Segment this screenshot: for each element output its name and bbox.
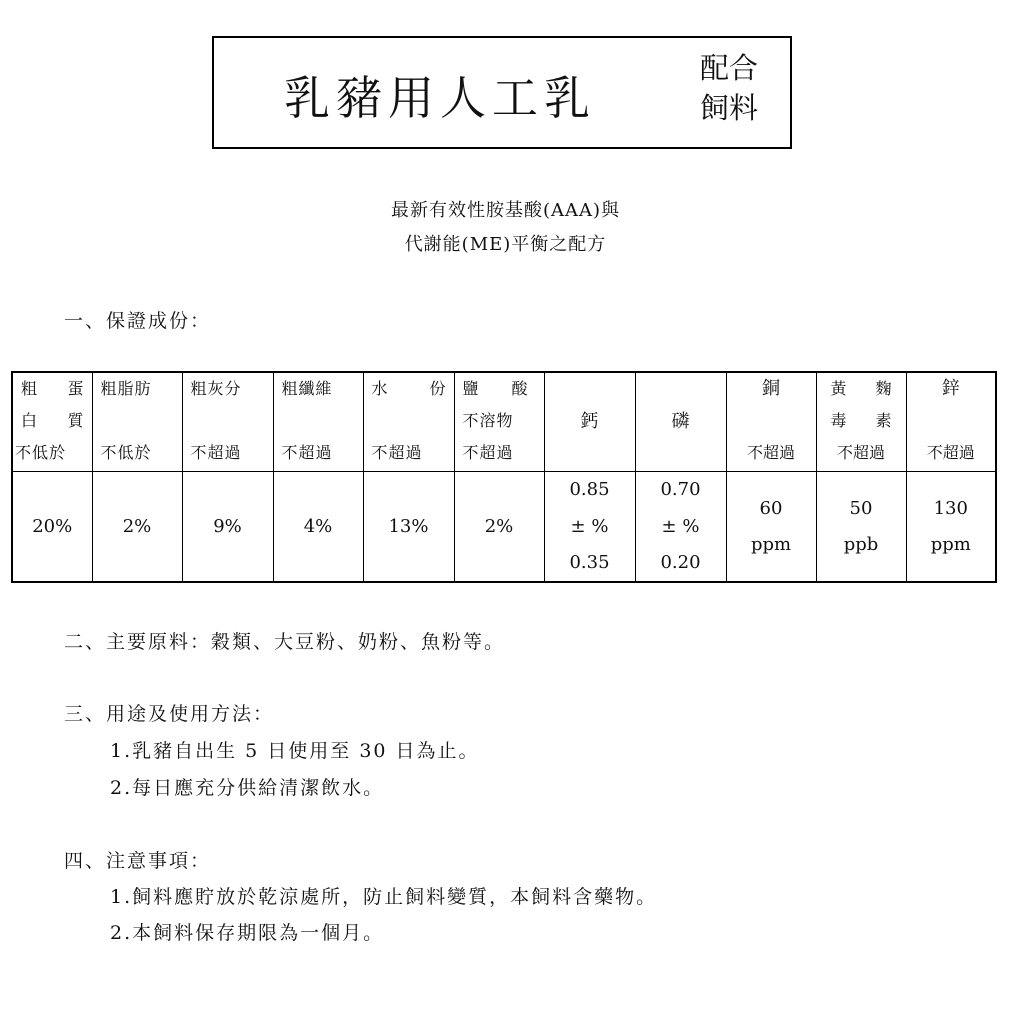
header-copper: 銅 不超過 <box>726 372 816 472</box>
value-crude-fiber: 4% <box>273 472 363 583</box>
subtitle-line1: 最新有效性胺基酸(AAA)與 <box>390 200 621 221</box>
usage-item-1: 1.乳豬自出生 5 日使用至 30 日為止。 <box>110 740 480 762</box>
section-guaranteed-heading: 一、保證成份： <box>64 310 212 332</box>
subtitle-line2: 代謝能(ME)平衡之配方 <box>404 234 607 255</box>
composition-table <box>11 371 997 583</box>
header-crude-fat: 粗脂肪 不低於 <box>92 372 182 472</box>
title-box <box>212 36 792 149</box>
header-crude-fiber: 粗纖維 不超過 <box>273 372 363 472</box>
header-crude-protein: 粗 蛋 白 質 不低於 <box>12 372 92 472</box>
value-phosphorus: 0.70 ± % 0.20 <box>635 472 726 583</box>
header-moisture: 水 份 不超過 <box>363 372 454 472</box>
value-crude-protein: 20% <box>12 472 92 583</box>
value-calcium: 0.85 ± % 0.35 <box>544 472 635 583</box>
header-phosphorus: 磷 <box>635 372 726 472</box>
section-notes-heading: 四、注意事項： <box>64 850 212 872</box>
feed-type-line2: 飼料 <box>700 91 759 125</box>
value-aflatoxin: 50 ppb <box>816 472 906 583</box>
value-copper: 60 ppm <box>726 472 816 583</box>
value-crude-fat: 2% <box>92 472 182 583</box>
value-zinc: 130 ppm <box>906 472 996 583</box>
notes-item-2: 2.本飼料保存期限為一個月。 <box>110 922 385 944</box>
value-crude-ash: 9% <box>182 472 273 583</box>
notes-item-1: 1.飼料應貯放於乾涼處所，防止飼料變質，本飼料含藥物。 <box>110 886 658 908</box>
feed-type-line1: 配合 <box>700 51 759 85</box>
value-moisture: 13% <box>363 472 454 583</box>
value-acid-insoluble: 2% <box>454 472 544 583</box>
section-usage-heading: 三、用途及使用方法： <box>64 703 275 725</box>
header-zinc: 鋅 不超過 <box>906 372 996 472</box>
header-calcium: 鈣 <box>544 372 635 472</box>
header-crude-ash: 粗灰分 不超過 <box>182 372 273 472</box>
feed-type-label <box>700 48 758 128</box>
header-acid-insoluble: 鹽 酸 不溶物 不超過 <box>454 372 544 472</box>
table-value-row <box>12 472 996 583</box>
page-title: 乳豬用人工乳 <box>284 71 596 125</box>
usage-item-2: 2.每日應充分供給清潔飲水。 <box>110 777 385 799</box>
section-main-ingredients: 二、主要原料：穀類、大豆粉、奶粉、魚粉等。 <box>64 631 506 653</box>
table-header-row <box>12 372 996 472</box>
header-aflatoxin: 黃 麴 毒 素 不超過 <box>816 372 906 472</box>
